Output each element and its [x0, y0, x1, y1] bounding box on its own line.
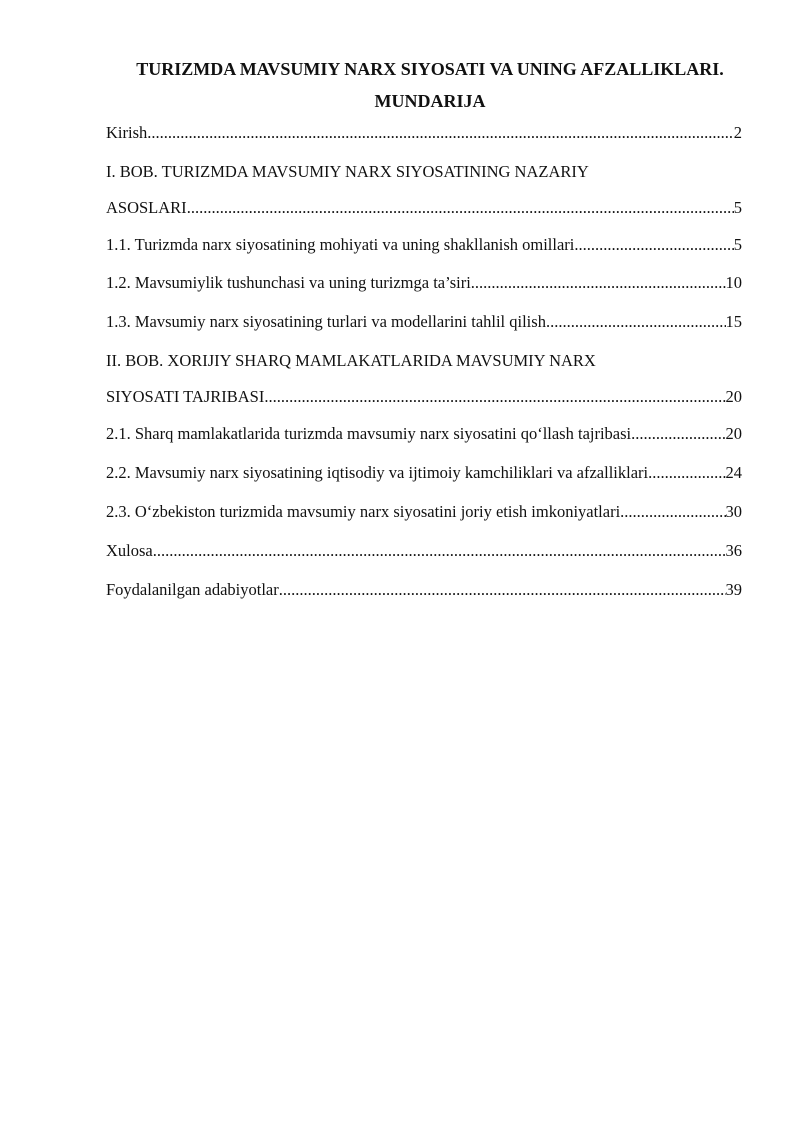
toc-entry-chapter-1[interactable]	[106, 162, 742, 218]
toc-page-number: 15	[725, 312, 742, 331]
toc-entry-text: 1.1. Turizmda narx siyosatining mohiyati va uning shakllanish omillari	[106, 235, 575, 254]
toc-entry-chapter-2[interactable]	[106, 351, 742, 407]
toc-page-number: 10	[725, 273, 742, 292]
toc-page-number: 24	[725, 463, 742, 482]
toc-entry-text: 2.1. Sharq mamlakatlarida turizmda mavsumiy narx siyosatini qo‘llash tajribasi	[106, 424, 632, 443]
toc-entry-text: 2.2. Mavsumiy narx siyosatining iqtisodiy va ijtimoiy kamchiliklari va afzalliklari	[106, 463, 649, 482]
toc-entry-1-3[interactable]	[106, 312, 742, 332]
dot-leader	[574, 235, 733, 255]
toc-entry-text: SIYOSATI TAJRIBASI	[106, 387, 265, 406]
toc-entry-2-1[interactable]	[106, 424, 742, 444]
dot-leader	[147, 123, 734, 143]
toc-entry-text: 1.3. Mavsumiy narx siyosatining turlari va modellarini tahlil qilish	[106, 312, 546, 331]
toc-entry-text: Kirish	[106, 123, 148, 142]
dot-leader	[631, 424, 725, 444]
toc-entry-1-2[interactable]	[106, 273, 742, 293]
toc-page-number: 20	[725, 387, 742, 406]
toc-entry-kirish[interactable]	[106, 123, 742, 143]
toc-heading: MUNDARIJA	[374, 91, 486, 111]
dot-leader	[187, 198, 734, 218]
toc-entry-text-line1: I. BOB. TURIZMDA MAVSUMIY NARX SIYOSATINING NAZARIY	[106, 162, 589, 181]
toc-page-number: 36	[725, 541, 742, 560]
dot-leader	[620, 502, 725, 522]
toc-entry-text: Xulosa	[106, 541, 153, 560]
dot-leader	[546, 312, 726, 332]
toc-entry-text: ASOSLARI	[106, 198, 187, 217]
toc-entry-text: Foydalanilgan adabiyotlar	[106, 580, 279, 599]
dot-leader	[264, 387, 725, 407]
toc-page-number: 2	[733, 123, 742, 142]
toc-page-number: 5	[733, 235, 742, 254]
dot-leader	[153, 541, 726, 561]
toc-page-number: 20	[725, 424, 742, 443]
toc-entry-1-1[interactable]	[106, 235, 742, 255]
toc-page-number: 30	[725, 502, 742, 521]
toc-entry-xulosa[interactable]	[106, 541, 742, 561]
dot-leader	[471, 273, 726, 293]
toc-entry-2-3[interactable]	[106, 502, 742, 522]
toc-page-number: 39	[725, 580, 742, 599]
toc-entry-2-2[interactable]	[106, 463, 742, 483]
toc-page-number: 5	[733, 198, 742, 217]
toc-entry-text-line1: II. BOB. XORIJIY SHARQ MAMLAKATLARIDA MAVSUMIY NARX	[106, 351, 596, 370]
toc-entry-text: 1.2. Mavsumiylik tushunchasi va uning turizmga ta’siri	[106, 273, 471, 292]
toc-entry-adabiyotlar[interactable]	[106, 580, 742, 600]
document-title: TURIZMDA MAVSUMIY NARX SIYOSATI VA UNING AFZALLIKLARI.	[136, 59, 724, 79]
toc-entry-text: 2.3. O‘zbekiston turizmida mavsumiy narx siyosatini joriy etish imkoniyatlari	[106, 502, 621, 521]
dot-leader	[279, 580, 726, 600]
dot-leader	[648, 463, 725, 483]
